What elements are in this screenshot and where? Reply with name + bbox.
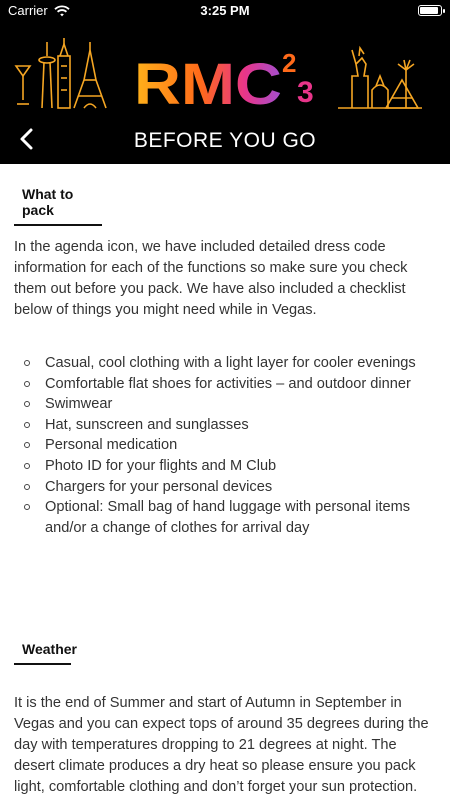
bullet-icon — [24, 401, 30, 407]
pack-checklist — [14, 353, 434, 538]
section-heading-weather: Weather — [14, 641, 71, 665]
list-item-text: Hat, sunscreen and sunglasses — [45, 416, 249, 433]
bullet-icon — [24, 463, 30, 469]
bullet-icon — [24, 442, 30, 448]
list-item-text: Comfortable flat shoes for activities – and outdoor dinner — [45, 375, 411, 392]
list-item-text: Photo ID for your flights and M Club — [45, 457, 277, 474]
list-item — [14, 435, 434, 456]
banner — [0, 36, 450, 114]
bullet-icon — [24, 484, 30, 490]
rmc-logo — [134, 48, 314, 114]
list-item-text: Personal medication — [45, 437, 178, 454]
list-item — [14, 353, 434, 374]
logo-superscript: 2 — [282, 48, 297, 78]
list-item — [14, 477, 434, 498]
carrier-label: Carrier — [8, 3, 48, 18]
top-bar — [0, 0, 450, 164]
logo-subscript: 3 — [297, 76, 314, 109]
section-heading-what-to-pack: What to pack — [14, 186, 102, 226]
list-item-text: Casual, cool clothing with a light layer for cooler evenings — [45, 355, 416, 371]
list-item-text: Swimwear — [45, 396, 113, 413]
battery-icon — [418, 5, 442, 16]
bullet-icon — [24, 360, 30, 366]
pack-intro-paragraph: In the agenda icon, we have included detailed dress code information for each of the functions so make sure you check them out before you pack. We have also included a checklist below of things you might need while in Vegas. — [14, 239, 408, 318]
list-item — [14, 497, 434, 538]
las-vegas-skyline-left-icon — [16, 38, 106, 108]
bullet-icon — [24, 422, 30, 428]
list-item — [14, 374, 434, 395]
logo-text: RMC — [134, 52, 282, 114]
nav-bar — [0, 118, 450, 164]
list-item-text: Optional: Small bag of hand luggage with personal items and/or a change of clothes for arrival day — [45, 499, 411, 536]
las-vegas-skyline-right-icon — [338, 48, 422, 108]
page-title: BEFORE YOU GO — [133, 129, 317, 152]
weather-paragraph: It is the end of Summer and start of Autumn in September in Vegas and you can expect tops of around 35 degrees during the day with temperatures dropping to 21 degrees at night. The desert climate produces a dry heat so please ensure you pack light, comfortable clothing and don’t forget your sun protection. — [14, 695, 429, 795]
bullet-icon — [24, 504, 30, 510]
list-item — [14, 456, 434, 477]
content-area[interactable] — [0, 164, 450, 800]
status-time: 3:25 PM — [200, 3, 250, 18]
list-item — [14, 394, 434, 415]
list-item-text: Chargers for your personal devices — [45, 478, 273, 495]
bullet-icon — [24, 381, 30, 387]
status-bar — [0, 0, 450, 22]
list-item — [14, 415, 434, 436]
